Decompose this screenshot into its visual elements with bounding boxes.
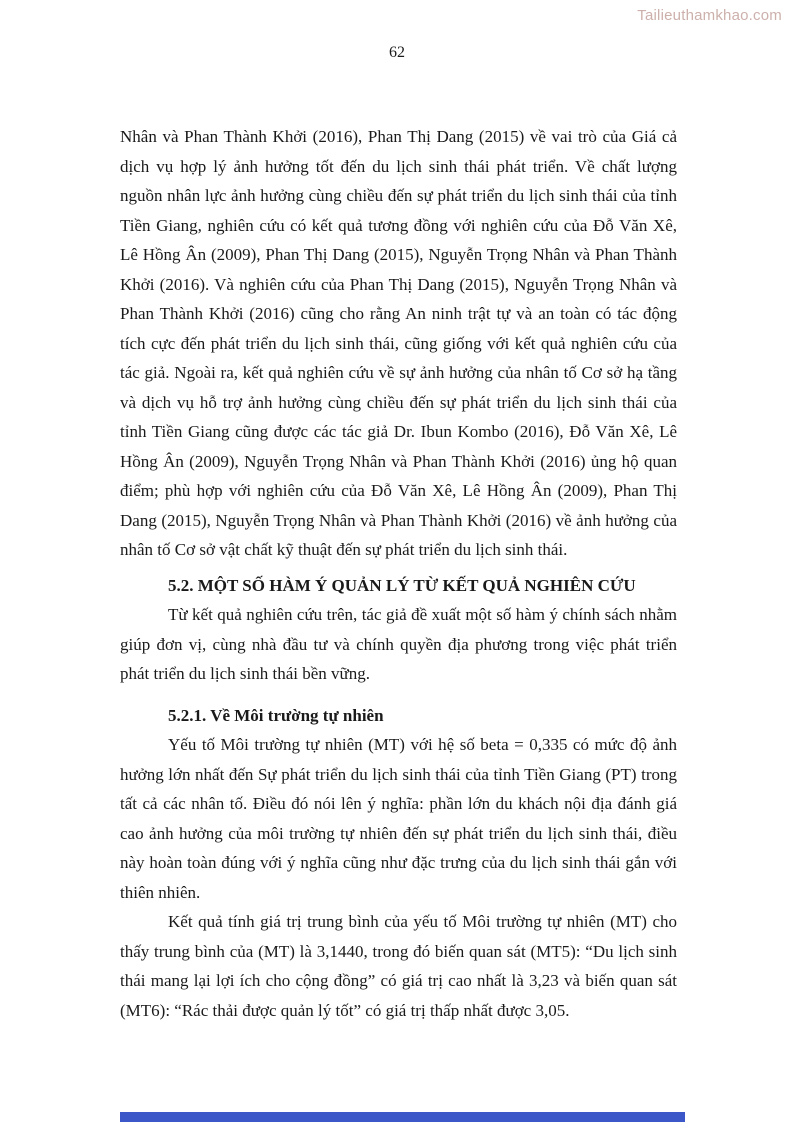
watermark-text: Tailieuthamkhao.com bbox=[637, 7, 782, 24]
bottom-blue-bar bbox=[120, 1112, 685, 1122]
page-number: 62 bbox=[389, 44, 405, 61]
paragraph-discussion-continued: Nhân và Phan Thành Khởi (2016), Phan Thị Dang (2015) về vai trò của Giá cả dịch vụ hợp lý ảnh hưởng tốt đến du lịch sinh thái phát triển. Về chất lượng nguồn nhân lực ảnh hưởng cùng chiều đến sự phát triển du lịch sinh thái của tỉnh Tiền Giang, nghiên cứu có kết quả tương đồng với nghiên cứu của Đỗ Văn Xê, Lê Hồng Ân (2009), Phan Thị Dang (2015), Nguyễn Trọng Nhân và Phan Thành Khởi (2016). Và nghiên cứu của Phan Thị Dang (2015), Nguyễn Trọng Nhân và Phan Thành Khởi (2016) cũng cho rằng An ninh trật tự và an toàn có tác động tích cực đến phát triển du lịch sinh thái, cũng giống với kết quả nghiên cứu của tác giả. Ngoài ra, kết quả nghiên cứu về sự ảnh hưởng của nhân tố Cơ sở hạ tầng và dịch vụ hỗ trợ ảnh hưởng cùng chiều đến sự phát triển du lịch sinh thái của tỉnh Tiền Giang cũng được các tác giả Dr. Ibun Kombo (2016), Đỗ Văn Xê, Lê Hồng Ân (2009), Nguyễn Trọng Nhân và Phan Thành Khởi (2016) ủng hộ quan điểm; phù hợp với nghiên cứu của Đỗ Văn Xê, Lê Hồng Ân (2009), Phan Thị Dang (2015), Nguyễn Trọng Nhân và Phan Thành Khởi (2016) về ảnh hưởng của nhân tố Cơ sở vật chất kỹ thuật đến sự phát triển du lịch sinh thái. bbox=[120, 127, 677, 559]
section-heading-5-2: 5.2. MỘT SỐ HÀM Ý QUẢN LÝ TỪ KẾT QUẢ NGHIÊN CỨU bbox=[168, 575, 636, 595]
page-body bbox=[120, 122, 677, 1025]
section-heading-5-2-1: 5.2.1. Về Môi trường tự nhiên bbox=[168, 705, 384, 725]
paragraph-policy-implications-intro: Từ kết quả nghiên cứu trên, tác giả đề xuất một số hàm ý chính sách nhằm giúp đơn vị, cùng nhà đầu tư và chính quyền địa phương trong việc phát triển phát triển du lịch sinh thái bền vững. bbox=[120, 605, 677, 683]
paragraph-natural-environment-beta: Yếu tố Môi trường tự nhiên (MT) với hệ số beta = 0,335 có mức độ ảnh hưởng lớn nhất đến Sự phát triển du lịch sinh thái của tỉnh Tiền Giang (PT) trong tất cả các nhân tố. Điều đó nói lên ý nghĩa: phần lớn du khách nội địa đánh giá cao ảnh hưởng của môi trường tự nhiên đến sự phát triển du lịch sinh thái, điều này hoàn toàn đúng với ý nghĩa cũng như đặc trưng của du lịch sinh thái gắn với thiên nhiên. bbox=[120, 735, 677, 902]
paragraph-mean-values: Kết quả tính giá trị trung bình của yếu tố Môi trường tự nhiên (MT) cho thấy trung bình của (MT) là 3,1440, trong đó biến quan sát (MT5): “Du lịch sinh thái mang lại lợi ích cho cộng đồng” có giá trị cao nhất là 3,23 và biến quan sát (MT6): “Rác thải được quản lý tốt” có giá trị thấp nhất được 3,05. bbox=[120, 912, 677, 1020]
